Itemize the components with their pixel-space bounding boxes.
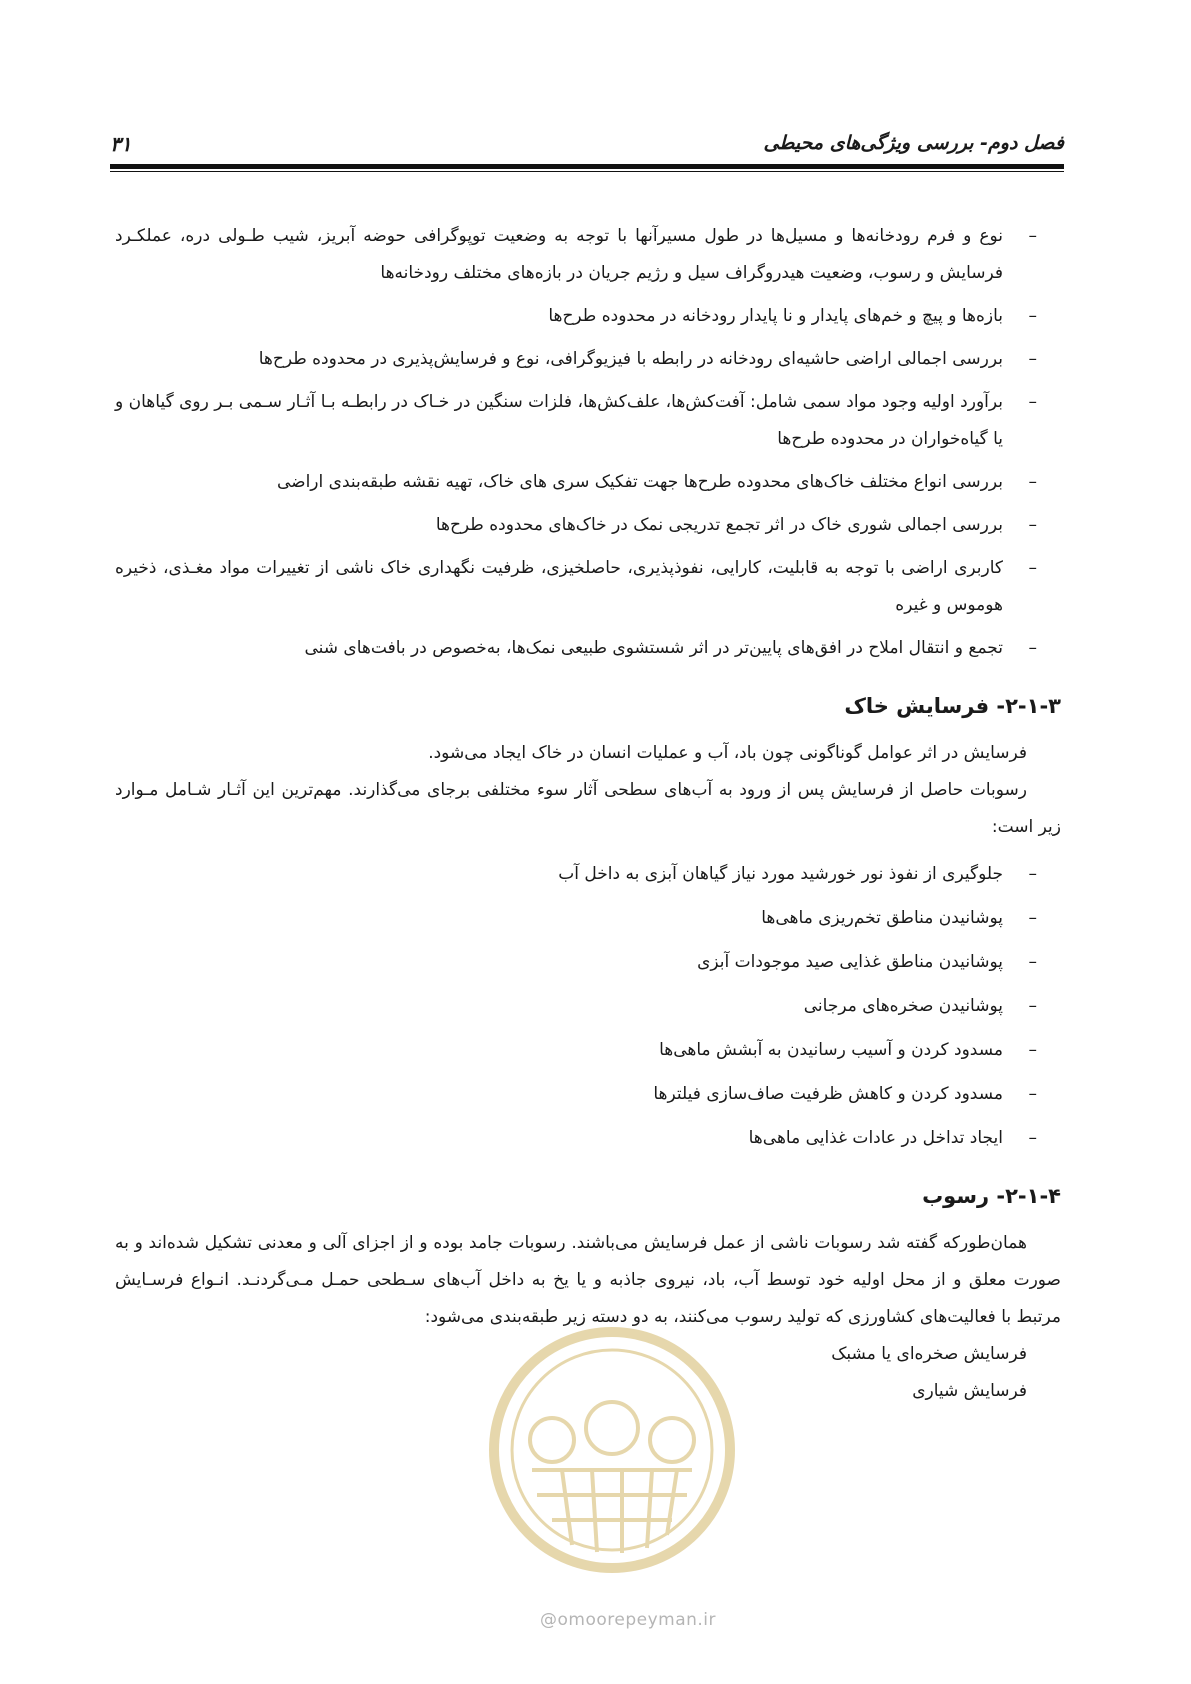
paragraph: همان‌طورکه گفته شد رسوبات ناشی از عمل فرسایش می‌باشند. رسوبات جامد بوده و از اجزای آلی و معدنی تشکیل شده‌اند و به صورت معلق و از محل اولیه خود توسط آب، باد، نیروی جاذبه و یا یخ به داخل آب‌های سـطحی حمـل مـی‌گردنـد. انـواع فرسـایش مرتبط با فعالیت‌های کشاورزی که تولید رسوب می‌کنند، به دو دسته زیر طبقه‌بندی می‌شود:: [115, 1233, 1061, 1327]
page-number: ۳۱: [110, 132, 132, 156]
list-item: – بررسی انواع مختلف خاک‌های محدوده طرح‌ها جهت تفکیک سری های خاک، تهیه نقشه طبقه‌بندی اراضی: [115, 464, 1061, 501]
watermark-logo: [482, 1320, 742, 1580]
body-text: [115, 218, 1061, 1410]
chapter-title: فصل دوم- بررسی ویژگی‌های محیطی: [763, 132, 1064, 154]
list-item: – تجمع و انتقال املاح در افق‌های پایین‌تر در اثر شستشوی طبیعی نمک‌ها، به‌خصوص در بافت‌های شنی: [115, 630, 1061, 667]
header-rule-thin: [110, 171, 1064, 172]
list-item: – مسدود کردن و آسیب رسانیدن به آبشش ماهی‌ها: [115, 1032, 1061, 1069]
watermark-url: @omoorepeyman.ir: [540, 1610, 717, 1630]
requirements-list: [115, 218, 1061, 667]
paragraph: فرسایش در اثر عوامل گوناگونی چون باد، آب و عملیات انسان در خاک ایجاد می‌شود.: [428, 743, 1027, 763]
erosion-type-item: فرسایش شیاری: [912, 1381, 1027, 1401]
section-heading-sediment: ۲-۱-۴- رسوب: [922, 1184, 1061, 1208]
list-item: – پوشانیدن مناطق تخم‌ریزی ماهی‌ها: [115, 900, 1061, 937]
spacer: [115, 846, 1061, 856]
section-heading-soil-erosion: ۲-۱-۳- فرسایش خاک: [844, 694, 1061, 718]
list-item: – جلوگیری از نفوذ نور خورشید مورد نیاز گیاهان آبزی به داخل آب: [115, 856, 1061, 893]
paragraph: رسوبات حاصل از فرسایش پس از ورود به آب‌های سطحی آثار سوء مختلفی برجای می‌گذارند. مهم‌ترین این آثـار شـامل مـوارد زیر است:: [115, 780, 1061, 837]
list-item: – پوشانیدن صخره‌های مرجانی: [115, 988, 1061, 1025]
list-item: – مسدود کردن و کاهش ظرفیت صاف‌سازی فیلترها: [115, 1076, 1061, 1113]
list-item: – بررسی اجمالی اراضی حاشیه‌ای رودخانه در رابطه با فیزیوگرافی، نوع و فرسایش‌پذیری در محدوده طرح‌ها: [115, 341, 1061, 378]
header-rule-thick: [110, 164, 1064, 169]
erosion-effects-list: [115, 856, 1061, 1157]
list-item: – بررسی اجمالی شوری خاک در اثر تجمع تدریجی نمک در خاک‌های محدوده طرح‌ها: [115, 507, 1061, 544]
list-item: – ایجاد تداخل در عادات غذایی ماهی‌ها: [115, 1120, 1061, 1157]
list-item: – نوع و فرم رودخانه‌ها و مسیل‌ها در طول مسیرآنها با توجه به وضعیت توپوگرافی حوضه آبریز، شیب طـولی دره، عملکـرد فرسایش و رسوب، وضعیت هیدروگراف سیل و رژیم جریان در بازه‌های مختلف رودخانه‌ها: [115, 218, 1061, 292]
list-item: – کاربری اراضی با توجه به قابلیت، کارایی، نفوذپذیری، حاصلخیزی، ظرفیت نگهداری خاک ناشی از تغییرات مواد مغـذی، ذخیره هوموس و غیره: [115, 550, 1061, 624]
erosion-type-item: فرسایش صخره‌ای یا مشبک: [831, 1344, 1027, 1364]
list-item: – برآورد اولیه وجود مواد سمی شامل: آفت‌کش‌ها، علف‌کش‌ها، فلزات سنگین در خـاک در رابطـه بـا آثـار سـمی بـر روی گیاهان و یا گیاه‌خواران در محدوده طرح‌ها: [115, 384, 1061, 458]
running-header: [110, 132, 1064, 162]
list-item: – پوشانیدن مناطق غذایی صید موجودات آبزی: [115, 944, 1061, 981]
list-item: – بازه‌ها و پیچ و خم‌های پایدار و نا پایدار رودخانه در محدوده طرح‌ها: [115, 298, 1061, 335]
